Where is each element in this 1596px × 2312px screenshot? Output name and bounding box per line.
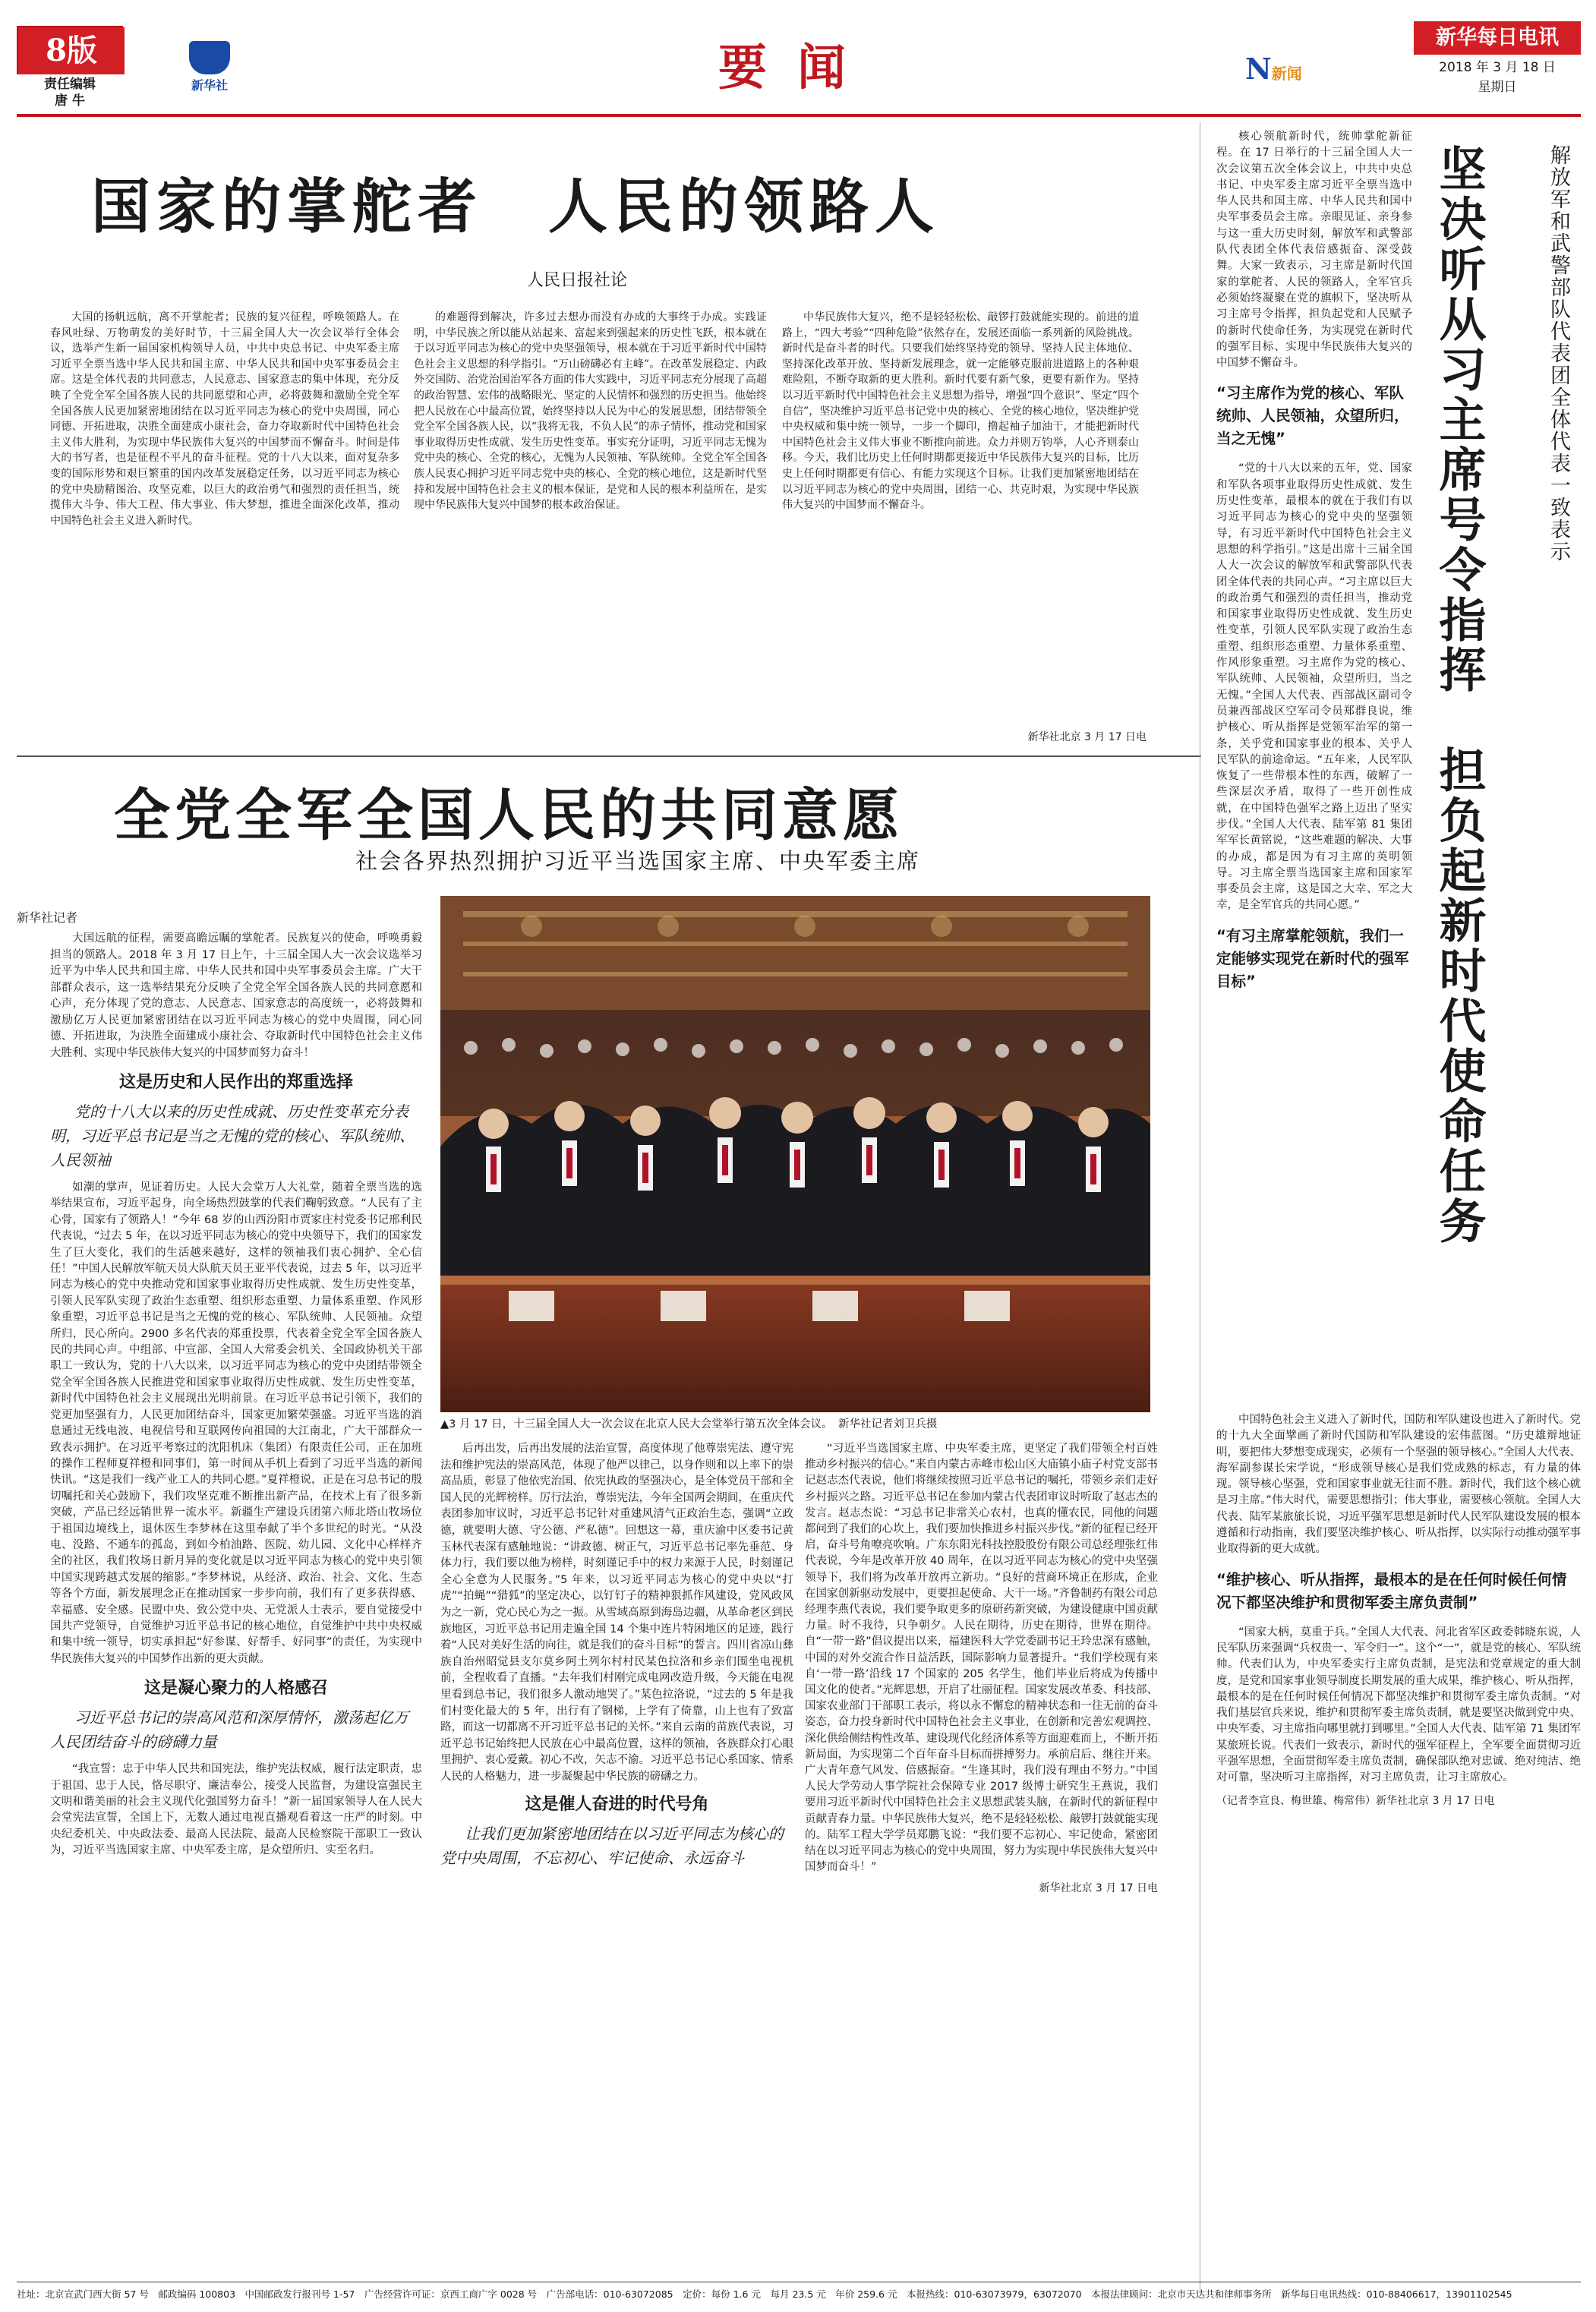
article-byline: 新华社记者 [17,910,78,925]
editor-label: 责任编辑 [44,77,96,92]
editorial-column-3: 中华民族伟大复兴，绝不是轻轻松松、敲锣打鼓就能实现的。前进的道路上，“四大考验”“四种危险”依然存在，发展还面临一系列新的风险挑战。新时代是奋斗者的时代。只要我们始终坚持党的领导、坚持人民主体地位、坚持深化改革开放、坚持新发展理念，就一定能够克服前进道路上的各种艰难险阻，不断夺取新的更大胜利。新时代要有新气象，更要有新作为。坚持以习近平新时代中国特色社会主义思想为指导，增强“四个意识”、坚定“四个自信”，坚决维护习近平总书记党中央的核心、全党的核心地位，坚决维护党中央权威和集中统一领导，一步一个脚印，撸起袖子加油干，才能把新时代中国特色社会主义伟大事业不断推向前进。众力并则万钧举，人心齐则泰山移。今天，我们比历史上任何时期都更接近中华民族伟大复兴的目标，比历史上任何时期都更有信心、有能力实现这个目标。让我们更加紧密地团结在以习近平同志为核心的党中央周围，团结一心、共克时艰，为实现中华民族伟大复兴的中国梦而不懈奋斗。 [782,311,1139,512]
newspaper-brand: 新华每日电讯 [1414,21,1581,55]
section-title: 要闻 [718,39,876,96]
editor-name: 唐 牛 [55,93,85,109]
article-title: 全党全军全国人民的共同意愿 [114,783,904,848]
article-subtitle: 社会各界热烈拥护习近平当选国家主席、中央军委主席 [355,848,920,874]
article-body-middle: 后再出发，后再出发展的法治宣誓，高度体现了他尊崇宪法、遵守宪法和维护宪法的崇高风范，体现了他严以律己，以身作则和以上率下的崇高品质，彰显了他依宪治国、依宪执政的坚强决心，是全体党员干部和全国人民的光辉榜样。厉行法治，尊崇宪法，今年全国两会期间，在重庆代表团参加审议时，习近平总书记针对重建风清气正政治生态，强调“立政德，就要明大德、守公德、严私德”。回想这一幕，重庆渝中区委书记黄玉林代表深有感触地说：“讲政德、树正气，习近平总书记率先垂范、身体力行，我们要以他为榜样，时刻谨记手中的权力来源于人民，时刻谨记全心全意为人民服务。”5 年来，以习近平同志为核心的党中央以“打虎”“拍蝇”“猎狐”的坚定决心，以钉钉子的精神狠抓作风建设，党风政风为之一新，党心民心为之一振。从雪域高原到海岛边疆，从革命老区到民族地区，习近平总书记用走遍全国 14 个集中连片特困地区的足迹，践行着“人民对美好生活的向往，就是我们的奋斗目标”的誓言。四川省凉山彝族自治州昭觉县支尔莫乡阿土列尔村村民某色拉洛和乡亲们围坐电视机前，全程收看了直播。“去年我们村刚完成电网改造升级，今天能在电视里看到总书记，我们很多人激动地哭了。”某色拉洛说，“过去的 5 年是我们村变化最大的 5 年，出行有了钢梯，上学有了倚靠，山上也有了致富路，而这一切都离不开习近平总书记的关怀。”来自云南的苗族代表说，习近平总书记始终把人民放在心中最高位置，这样的领袖，各族群众打心眼里拥护、衷心爱戴。初心不改，矢志不渝。习近平总书记心系国家、情系人民的人格魅力，进一步凝聚起中华民族的磅礴之力。 [440,1443,793,1783]
page-number-badge [17,26,123,74]
article-body-2: “我宣誓：忠于中华人民共和国宪法，维护宪法权威，履行法定职责，忠于祖国、忠于人民，恪尽职守、廉洁奉公，接受人民监督，为建设富强民主文明和谐美丽的社会主义现代化强国努力奋斗！”新一届国家领导人在人民大会堂宪法宣誓，全国上下，无数人通过电视直播观看着这一庄严的时刻。中央纪委机关、中央政法委、最高人民法院、最高人民检察院干部职工一致认为，习近平当选国家主席、中央军委主席，是众望所归、实至名归。 [50,1763,422,1857]
section-divider [17,755,1201,757]
photo-caption: ▲3 月 17 日，十三届全国人大一次会议在北京人民大会堂举行第五次全体会议。 新华社记者刘卫兵摄 [440,1418,938,1430]
news-logo-main: N [1245,52,1272,86]
side-article-kicker: 解放军和武警部队代表团全体代表一致表示 [1547,144,1570,563]
side-article-narrow-column [1216,129,1412,1004]
side-article-subhead-3: “维护核心、听从指挥，最根本的是在任何时候任何情况下都坚决维护和贯彻军委主席负责制” [1216,1570,1567,1611]
editorial-column-2: 的难题得到解决，许多过去想办而没有办成的大事终于办成。实践证明，中华民族之所以能从站起来、富起来到强起来的历史性飞跃，根本就在于以习近平同志为核心的党中央坚强领导，根本就在于习近平新时代中国特色社会主义思想的科学指引。“万山磅礴必有主峰”。在改革发展稳定、内政外交国防、治党治国治军各方面的伟大实践中，习近平同志充分展现了高超的政治智慧、宏伟的战略眼光、坚定的人民情怀和强烈的历史担当。他始终把人民放在心中最高位置，始终坚持以人民为中心的发展思想，团结带领全党全军全国各族人民，以“我将无我，不负人民”的赤子情怀，推动党和国家事业取得历史性成就、发生历史性变革。事实充分证明，习近平同志无愧为党中央的核心、全党的核心，无愧为人民领袖、军队统帅。全党全军全国各族人民衷心拥护习近平同志党中央的核心、全党的核心地位，这是新时代坚持和发展中国特色社会主义的根本保证，是党和人民的根本利益所在，是实现中华民族伟大复兴中国梦的根本政治保证。 [414,311,767,512]
side-article-subhead-1: “习主席作为党的核心、军队统帅、人民领袖，众望所归，当之无愧” [1216,384,1409,448]
article-dateline: 新华社北京 3 月 17 日电 [1039,1882,1158,1895]
issue-weekday: 星期日 [1478,80,1517,95]
page-number: 8版 [18,27,125,74]
plenary-session-photo [440,896,1150,1412]
editorial-byline: 人民日报社论 [526,271,627,290]
editor-box [17,76,123,109]
article-left-column [50,931,422,1859]
xinhua-logo-text: 新华社 [191,78,228,93]
article-lead-1: 党的十八大以来的历史性成就、历史性变革充分表明，习近平总书记是当之无愧的党的核心、军队统帅、人民领袖 [50,1102,415,1169]
article-body-1: 如潮的掌声，见证着历史。人民大会堂万人大礼堂，随着全票当选的选举结果宣布，习近平起身，向全场热烈鼓掌的代表们鞠躬致意。“人民有了主心骨，国家有了领路人！”今年 68 岁的山西汾阳市贾家庄村党委书记邢利民代表说，“过去 5 年，在以习近平同志为核心的党中央领导下，我们的国家发生了巨大变化，我们的生活越来越好，这样的领袖我们衷心拥护、全心信任！”中国人民解放军航天员大队航天员王亚平代表说，过去 5 年，以习近平同志为核心的党中央推动党和国家事业取得历史性成就、发生历史性变革，引领人民军队实现了政治生态重塑、组织形态重塑、力量体系重塑、作风形象重塑，习近平总书记是当之无愧的党的核心、军队统帅、人民领袖。众望所归，民心所向。2900 多名代表的郑重投票，代表着全党全军全国各族人民的共同心声。中组部、中宣部、全国人大常委会机关、全国政协机关干部职工一致认为，党的十八大以来，以习近平同志为核心的党中央团结带领全党全军全国各族人民推进党和国家事业取得历史性成就、发生历史性变革，新时代中国特色社会主义展现出光明前景。在习近平总书记引领下，我们的党更加坚强有力，人民更加团结奋斗，国家更加繁荣强盛。习近平当选的消息通过无线电波、电视信号和互联网传向祖国的大江南北，广大干部群众一致表示拥护。在习近平考察过的沈阳机床（集团）有限责任公司，正在加班的操作工程师夏祥橙和同事们，第一时间从手机上看到了习近平当选的新闻快讯。“这是我们一线产业工人的共同心愿。”夏祥橙说，正是在习总书记的殷切嘱托和关心鼓励下，我们攻坚克难不断推出新产品，在技术上有了很多新突破，产品已经远销世界一流水平。新疆生产建设兵团第六师北塔山牧场位于祖国边境线上，退休医生李梦林在这里奉献了半个多世纪的时光。“从没电、没路、不通车的孤岛，到如今柏油路、医院、幼儿园、文化中心样样齐全的社区，我们牧场日新月异的变化就是以习近平同志为核心的党中央引领中国实现跨越式发展的缩影。”李梦林说，从经济、政治、社会、文化、生态等各个方面，新发展理念正在推动国家一步步向前，我们有了更多获得感、幸福感、安全感。民盟中央、致公党中央、无党派人士表示，要自觉接受中国共产党领导，自觉维护习近平总书记的核心地位，自觉维护中共中央权威和集中统一领导，切实承担起“好参谋、好帮手、好同事”的责任，为实现中华民族伟大复兴的中国梦作出新的更大贡献。 [50,1181,422,1665]
article-body-3: “习近平当选国家主席、中央军委主席，更坚定了我们带领全村百姓推动乡村振兴的信心。”来自内蒙古赤峰市松山区大庙镇小庙子村党支部书记赵志杰代表说，他们将继续按照习近平总书记的嘱托，带领乡亲们走好乡村振兴之路。习近平总书记在参加内蒙古代表团审议时听取了赵志杰的发言。赵志杰说：“习总书记非常关心农村，也真的懂农民，同他的问题都问到了我们的心坎上，我们要加快推进乡村振兴步伐。”新的征程已经开启，奋斗号角嘹亮吹响。广东东阳光科技控股股份有限公司总经理张红伟代表说，今年是改革开放 40 周年，在以习近平同志为核心的党中央坚强领导下，我们将为改革开放再立新功。“良好的营商环境正在形成，企业在国家创新驱动发展中，更要担起使命、大干一场。”齐鲁制药有限公司总经理李燕代表说，我们要争取更多的原研药新突破，为建设健康中国贡献力量。时不我待，只争朝夕。人民在期待，历史在期待，世界在期待。自“一带一路”倡议提出以来，福建医科大学党委副书记王玲忠深有感触，中国的对外交流合作日益活跃，国际影响力显著提升。“我们学校现有来自‘一带一路’沿线 17 个国家的 205 名学生，他们毕业后将成为传播中国文化的使者。”光辉思想，开启了壮丽征程。国家发展改革委、科技部、国家农业部门干部职工表示，将以永不懈怠的精神状态和一往无前的奋斗姿态，奋力投身新时代中国特色社会主义事业，在创新和完善宏观调控、深化供给侧结构性改革、建设现代化经济体系等方面迎难而上，不断开拓新局面，为实现第二个百年奋斗目标而拼搏努力。承前启后、继往开来。广大青年意气风发、倍感振奋。“生逢其时，我们没有理由不努力。”中国人民大学劳动人事学院社会保障专业 2017 级博士研究生王燕说，我们要用习近平新时代中国特色社会主义思想武装头脑，在新时代的新征程中贡献青春力量。中华民族伟大复兴，绝不是轻轻松松、敲锣打鼓就能实现的。陆军工程大学学员郑鹏飞说：“我们要不忘初心、牢记使命，紧密团结在以习近平同志为核心的党中央周围，努力为实现中华民族伟大复兴中国梦而奋斗！” [805,1443,1158,1874]
side-article-headline [1414,129,1581,1587]
article-subhead-2: 这是凝心聚力的人格感召 [144,1679,328,1699]
article-lead-3: 让我们更加紧密地团结在以习近平同志为核心的党中央周围，不忘初心、牢记使命、永远奋斗 [440,1825,784,1868]
xinhua-logo [172,41,248,93]
xinhua-logo-icon [189,41,230,74]
issue-date-text: 2018 年 3 月 18 日 [1439,60,1556,75]
side-article-title: 坚决听从习主席号令指挥 担负起新时代使命任务 [1431,144,1487,1247]
plenary-session-illustration [440,896,1150,1412]
side-article-paragraph-2: “党的十八大以来的五年，党、国家和军队各项事业取得历史性成就、发生历史性变革，最根本的就在于我们有以习近平同志为核心的党中央的坚强领导，有习近平新时代中国特色社会主义思想的科学指引。”这是出席十三届全国人大一次会议的解放军和武警部队代表团全体代表的共同心声。“习主席以巨大的政治勇气和强烈的责任担当，推动党和国家事业取得历史性成就、发生历史性变革，引领人民军队实现了政治生态重塑、组织形态重塑、力量体系重塑、作风形象重塑。习主席作为党的核心、军队统帅、人民领袖，众望所归，当之无愧。”全国人大代表、西部战区副司令员兼西部战区空军司令员郑群良说，维护核心、听从指挥是党领军治军的第一条，关乎党和国家事业的根本、关乎人民军队的前途命运。“五年来，人民军队恢复了一些带根本性的东西，破解了一些深层次矛盾，取得了一些开创性成就，在中国特色强军之路上迈出了坚实步伐。”全国人大代表、陆军第 81 集团军军长黄铭说，“这些难题的解决、大事的办成，都是因为有习主席的英明领导。习主席全票当选国家主席和国家军事委员会主席，这是国之大幸、军之大幸，是全军官兵的共同心愿。” [1216,462,1412,912]
article-intro: 大国远航的征程，需要高瞻远瞩的掌舵者。民族复兴的使命，呼唤勇毅担当的领路人。2018 年 3 月 17 日上午，十三届全国人大一次会议选举习近平为中华人民共和国主席、中华人民共和国中央军事委员会主席。广大干部群众表示，这一选举结果充分反映了全党全军全国各族人民的共同意愿和心声，充分体现了党的意志、人民意志、国家意志的高度统一，必将鼓舞和激励亿万人民更加紧密团结在以习近平同志为核心的党中央周围，同心同德、开拓进取，为決胜全面建成小康社会、夺取新时代中国特色社会主义伟大胜利、实现中华民族伟大复兴的中国梦而努力奋斗！ [50,932,422,1059]
side-article-intro: 核心领航新时代，统帅掌舵新征程。在 17 日举行的十三届全国人大一次会议第五次全体会议上，中共中央总书记、中央军委主席习近平全票当选中华人民共和国主席、中华人民共和国中央军事委员会主席。亲眼见证、亲身参与这一重大历史时刻，解放军和武警部队代表团全体代表倍感振奋、深受鼓舞。大家一致表示，习主席是新时代国家的掌舵者、人民的领路人，全军官兵必须始终凝聚在党的旗帜下，坚决听从习主席号令指挥，担负起党和人民赋予的新时代使命任务，为实现党在新时代的强军目标、实现中华民族伟大复兴的中国梦不懈奋斗。 [1216,131,1412,370]
news-logo [1245,50,1321,93]
side-article-subhead-2: “有习主席掌舵领航，我们一定能够实现党在新时代的强军目标” [1216,926,1409,990]
article-lead-2: 习近平总书记的崇高风范和深厚情怀，激荡起亿万人民团结奋斗的磅礴力量 [50,1708,408,1752]
side-article-dateline: （记者李宣良、梅世雄、梅常伟）新华社北京 3 月 17 日电 [1216,1794,1495,1807]
side-article-paragraph-4: “国家大柄，莫重于兵。”全国人大代表、河北省军区政委韩晓东说，人民军队历来强调“兵权贵一、军令归一”。这个“一”，就是党的核心、军队统帅。代表们认为，中央军委实行主席负责制，是宪法和党章规定的重大制度，是党和国家事业领导制度长期发展的重大成果，维护核心、听从指挥，最根本的是在任何时候任何情况下都坚决维护和贯彻军委主席负责制。“对我们基层官兵来说，维护和贯彻军委主席负责制，就是要坚决做到党中央、中央军委、习主席指向哪里就打到哪里。”全国人大代表、陆军第 71 集团军某旅班长说。代表们一致表示，新时代的强军征程上，全军要全面贯彻习近平强军思想，全面贯彻军委主席负责制，确保部队绝对忠诚、绝对纯洁、绝对可靠，坚决听习主席指挥，对习主席负责，让习主席放心。 [1216,1626,1581,1784]
article-right-column [805,1441,1158,1895]
issue-date [1414,58,1581,97]
side-article-paragraph-3: 中国特色社会主义进入了新时代，国防和军队建设也进入了新时代。党的十九大全面擘画了新时代国防和军队建设的宏伟蓝图。“历史雄辩地证明，要把伟大梦想变成现实，必须有一个坚强的领导核心。”全国人大代表、海军副参谋长宋学说，“形成领导核心是我们党成熟的标志，有力量的体现。领导核心坚强，党和国家事业就无往而不胜。新时代，我们这个核心就是习主席。”伟大时代，需要思想指引；伟大事业，需要核心领航。全国人大代表、陆军某旅旅长说，习近平强军思想是新时代人民军队建设发展的根本遵循和行动指南，我们要坚决维护核心、听从指挥，以实际行动推动强军事业取得新的更大成就。 [1216,1414,1581,1556]
article-middle-column [440,1441,793,1878]
editorial-column-1: 大国的扬帆远航，离不开掌舵者；民族的复兴征程，呼唤领路人。在春风吐绿、万物萌发的美好时节，十三届全国人大一次会议举行全体会议，选举产生新一届国家机构领导人员，中共中央总书记、中央军委主席习近平全票当选中华人民共和国主席、中华人民共和国中央军事委员会主席。这是全体代表的共同意志，人民意志、国家意志的集中体现，充分反映了全党全军全国各族人民的共同愿望和心声，必将鼓舞和激励全党全军全国各族人民更加紧密地团结在以习近平同志为核心的党中央周围，同心同德、开拓进取，决胜全面建成小康社会，奋力夺取新时代中国特色社会主义伟大胜利，为实现中华民族伟大复兴的中国梦而不懈奋斗。时间是伟大的书写者，也是征程不平凡的奋斗征程。党的十八大以来，面对复杂多变的国际形势和艰巨繁重的国内改革发展稳定任务，以习近平同志为核心的党中央励精图治、攻坚克难，以巨大的政治勇气和强烈的责任担当，统揽伟大斗争、伟大工程、伟大事业、伟大梦想，推进全面深化改革，推动中国特色社会主义进入新时代。 [50,311,399,527]
editorial-dateline: 新华社北京 3 月 17 日电 [1027,731,1147,743]
article-subhead-3: 这是催人奋进的时代号角 [525,1795,709,1815]
side-article-wide-column [1216,1412,1581,1808]
news-logo-accent: 新闻 [1271,65,1302,83]
footer-info: 社址：北京宣武门西大街 57 号 邮政编码 100803 中国邮政发行报刊号 1-57 广告经营许可证：京西工商广字 0028 号 广告部电话：010-63072085 定价：每份 1.6 元 每月 23.5 元 年价 259.6 元 本报热线：010-63073979，63072070 本报法律顾问：北京市天达共和律师事务所 新华每日电讯热线：010-88406617，13901102545 [17,2288,1512,2300]
editorial-title: 国家的掌舵者 人民的领路人 [91,172,941,241]
article-subhead-1: 这是历史和人民作出的郑重选择 [118,1073,353,1092]
masthead-rule [17,114,1581,117]
